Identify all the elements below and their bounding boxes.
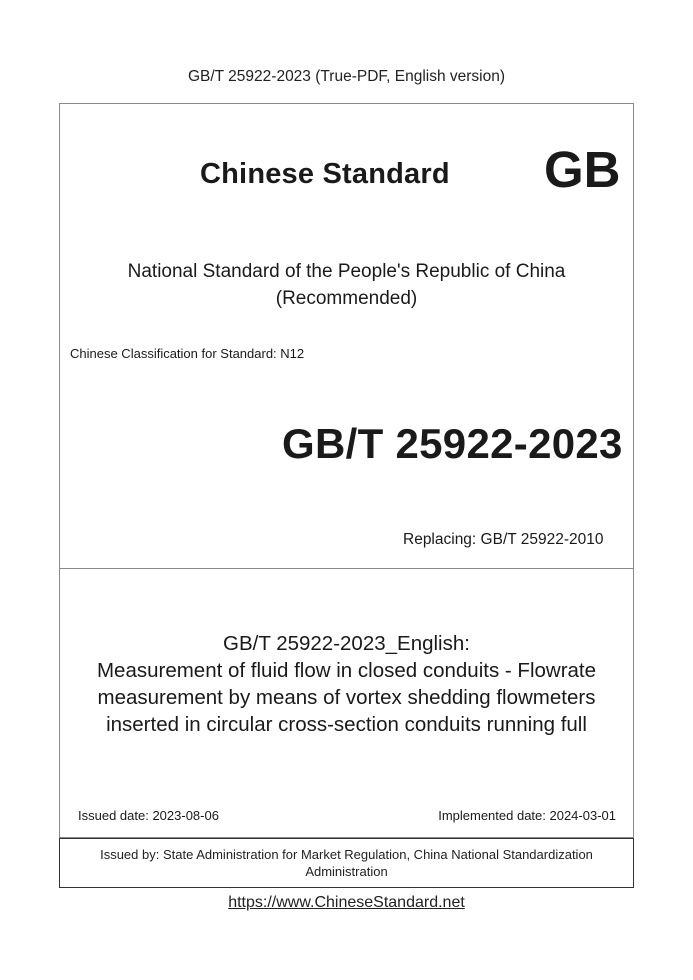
title-line-2: Measurement of fluid flow in closed conduits - Flowrate <box>96 659 597 682</box>
chinese-standard-heading: Chinese Standard <box>200 158 450 190</box>
gb-mark: GB <box>544 141 621 198</box>
implemented-date: Implemented date: 2024-03-01 <box>438 808 616 823</box>
title-line-1: GB/T 25922-2023_English: <box>223 632 470 655</box>
document-header: GB/T 25922-2023 (True-PDF, English version) <box>187 68 506 85</box>
standard-number: GB/T 25922-2023 <box>282 420 623 467</box>
website-link[interactable]: https://www.ChineseStandard.net <box>228 894 465 911</box>
national-standard-text <box>0 258 693 312</box>
issuer-box <box>59 838 634 888</box>
document-title <box>0 630 693 738</box>
classification-text: Chinese Classification for Standard: N12 <box>70 346 305 361</box>
issued-date: Issued date: 2023-08-06 <box>78 808 219 823</box>
national-line-2: (Recommended) <box>275 288 418 309</box>
national-line-1: National Standard of the People's Republic of China <box>127 261 566 282</box>
issuer-line-1: Issued by: State Administration for Market Regulation, China National Standardization <box>100 847 593 862</box>
title-line-3: measurement by means of vortex shedding flowmeters <box>97 686 596 709</box>
title-line-4: inserted in circular cross-section conduits running full <box>106 713 587 736</box>
replacing-text: Replacing: GB/T 25922-2010 <box>403 531 604 548</box>
issuer-line-2: Administration <box>305 864 388 879</box>
